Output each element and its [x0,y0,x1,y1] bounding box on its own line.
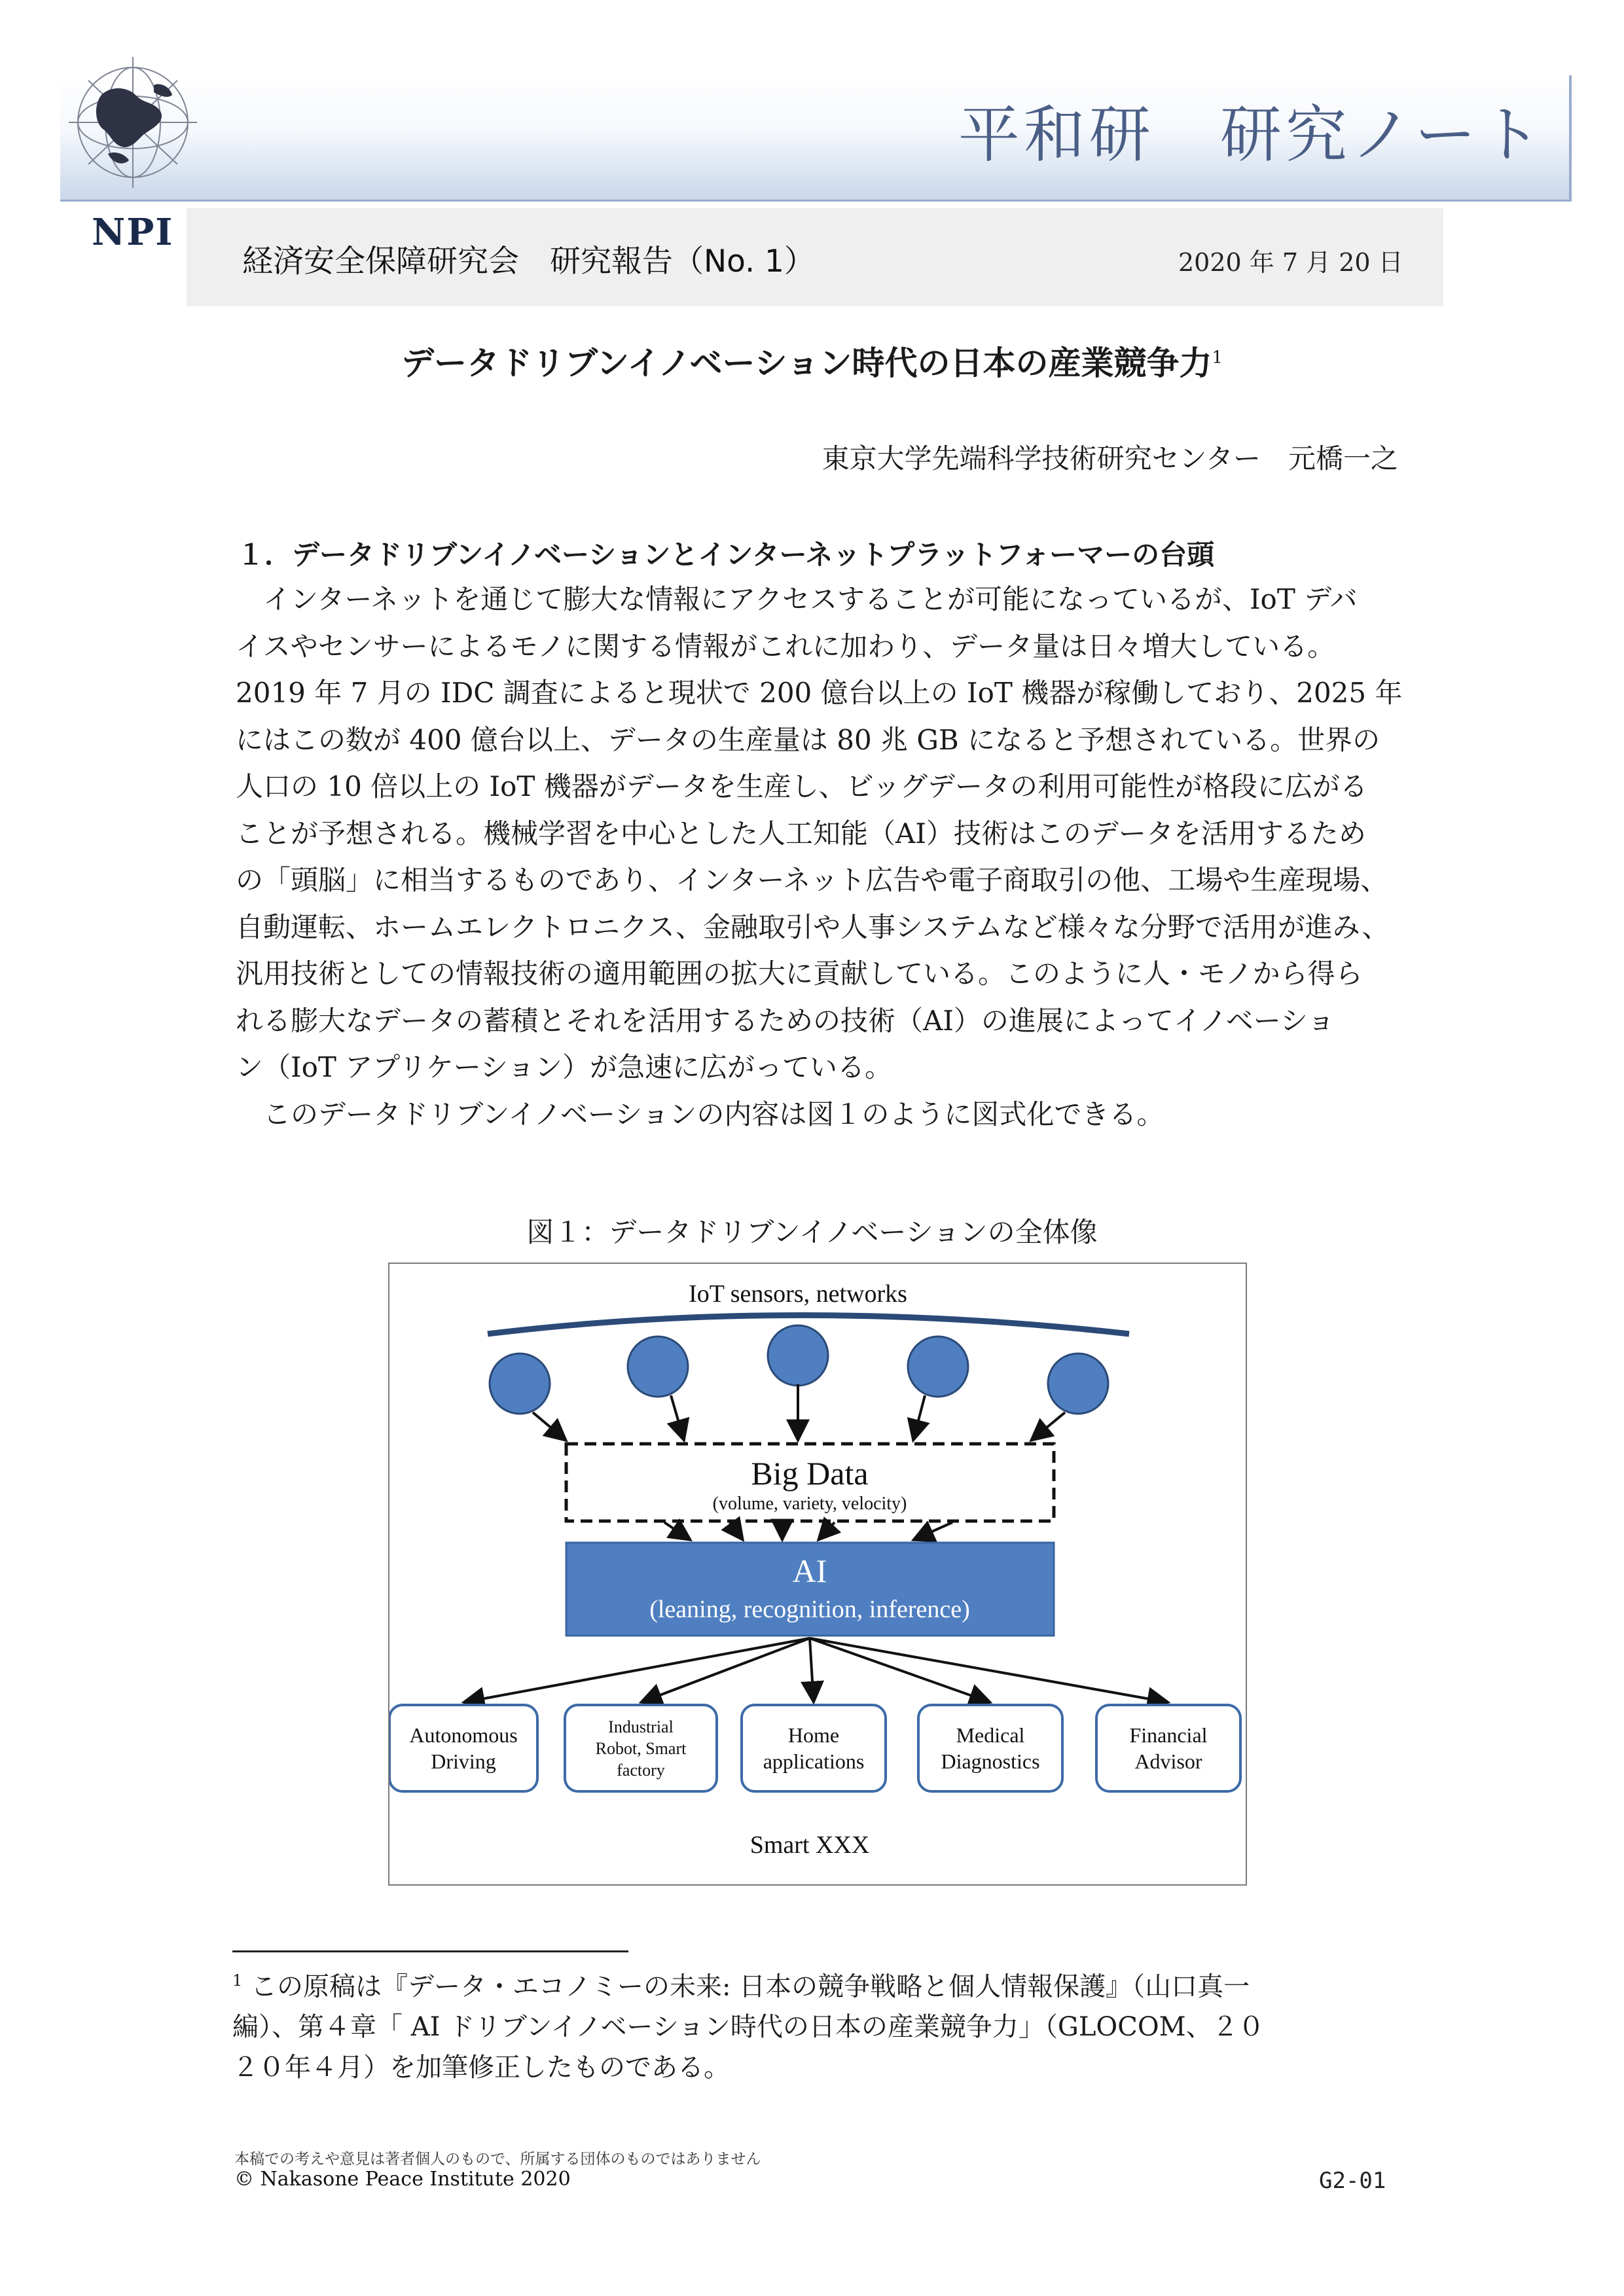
application-box [389,1705,537,1791]
copyright-text: © Nakasone Peace Institute 2020 [234,2168,571,2191]
application-label: Autonomous [409,1723,518,1748]
application-label: factory [617,1761,665,1780]
application-label: Diagnostics [941,1749,1040,1774]
ai-to-application-arrow [810,1638,1168,1702]
application-label: Industrial [608,1717,674,1737]
iot-sensor-node [628,1336,688,1397]
body-line: 汎用技術としての情報技術の適用範囲の拡大に貢献している。このように人・モノから得ら [236,958,1363,990]
bigdata-to-ai-arrow [818,1522,835,1540]
application-label: Financial [1129,1723,1208,1748]
application-box [742,1705,886,1791]
smart-xxx-label: Smart XXX [749,1831,870,1859]
ai-to-application-arrow [810,1638,990,1702]
bigdata-label: Big Data [751,1455,869,1492]
ai-label: AI [792,1552,827,1589]
report-date: 2020 年 7 月 20 日 [1178,248,1403,277]
body-text [236,576,1401,1138]
bigdata-to-ai-arrow [664,1522,691,1540]
application-box [1096,1705,1240,1791]
body-line: インターネットを通じて膨大な情報にアクセスすることが可能になっているが、IoT デバ [236,583,1358,615]
body-line: このデータドリブンイノベーションの内容は図１のように図式化できる。 [236,1098,1164,1130]
ai-to-application-arrow [641,1638,810,1702]
application-box [918,1705,1062,1791]
application-label: applications [763,1749,865,1774]
footnote-rule [232,1950,628,1952]
footnote [232,1960,1411,2088]
banner-title: 平和研 研究ノート [958,99,1545,171]
body-line: 人口の 10 倍以上の IoT 機器がデータを生産し、ビッグデータの利用可能性が格段に広がる [236,770,1368,802]
application-label: Medical [956,1723,1025,1748]
page-id: G2-01 [1319,2168,1386,2194]
ai-sublabel: (leaning, recognition, inference) [649,1596,970,1623]
bigdata-to-ai-arrow [913,1522,952,1540]
npi-logo-text: NPI [92,211,174,254]
sensors-label: IoT sensors, networks [689,1280,907,1308]
ai-to-application-arrow [810,1638,814,1702]
body-line: イスやセンサーによるモノに関する情報がこれに加わり、データ量は日々増大している。 [236,630,1335,662]
disclaimer-text: 本稿での考えや意見は著者個人のもので、所属する団体のものではありません [234,2151,761,2168]
iot-sensor-node [908,1336,968,1397]
section-heading: １．データドリブンイノベーションとインターネットプラットフォーマーの台頭 [237,539,1215,571]
figure-1-diagram [388,1263,1247,1886]
application-label: Advisor [1134,1749,1202,1774]
body-line: 2019 年 7 月の IDC 調査によると現状で 200 億台以上の IoT 機器が稼働しており、2025 年 [236,677,1403,709]
footnote-number: 1 [232,1971,243,1990]
npi-globe-logo-icon [62,49,203,193]
bigdata-to-ai-arrow [730,1522,743,1540]
body-line: ことが予想される。機械学習を中心とした人工知能（AI）技術はこのデータを活用するため [236,817,1366,850]
document-title [0,337,1624,384]
body-line: の「頭脳」に相当するものであり、インターネット広告や電子商取引の他、工場や生産現場、 [236,864,1388,896]
iot-sensor-node [768,1325,828,1386]
body-line: にはこの数が 400 億台以上、データの生産量は 80 兆 GB になると予想されている。世界の [236,723,1380,756]
figure-1-svg [389,1264,1246,1884]
sensor-to-bigdata-arrow [533,1412,566,1441]
title-footnote-ref: 1 [1212,348,1223,368]
footnote-line: ２０年４月）を加筆修正したものである。 [232,2053,730,2083]
bigdata-sublabel: (volume, variety, velocity) [712,1494,907,1514]
sensor-to-bigdata-arrow [913,1395,925,1441]
body-line: れる膨大なデータの蓄積とそれを活用するための技術（AI）の進展によってイノベーショ [236,1004,1335,1037]
application-label: Driving [431,1749,496,1774]
application-label: Home [787,1723,840,1748]
sensor-to-bigdata-arrow [671,1395,684,1441]
footnote-text: この原稿は『データ・エコノミーの未来: 日本の競争戦略と個人情報保護』（山口真一 [242,1971,1250,2002]
application-label: Robot, Smart [595,1739,687,1759]
document-title-text: データドリブンイノベーション時代の日本の産業競争力 [401,344,1212,382]
iot-sensor-node [1048,1354,1108,1414]
iot-sensor-node [490,1354,550,1414]
series-title: 経済安全保障研究会 研究報告（No. 1） [242,243,815,279]
footnote-line [232,1960,1411,2007]
body-line: ン（IoT アプリケーション）が急速に広がっている。 [236,1051,893,1083]
figure-caption: 図１：データドリブンイノベーションの全体像 [526,1216,1098,1248]
sensor-to-bigdata-arrow [1031,1412,1065,1441]
ai-to-application-arrow [463,1638,810,1702]
body-line: 自動運転、ホームエレクトロニクス、金融取引や人事システムなど様々な分野で活用が進み、 [236,910,1390,943]
footnote-line: 編）、第４章「 AI ドリブンイノベーション時代の日本の産業競争力」（GLOCOM、２０ [232,2012,1265,2043]
author-line: 東京大学先端科学技術研究センター 元橋一之 [821,442,1398,475]
